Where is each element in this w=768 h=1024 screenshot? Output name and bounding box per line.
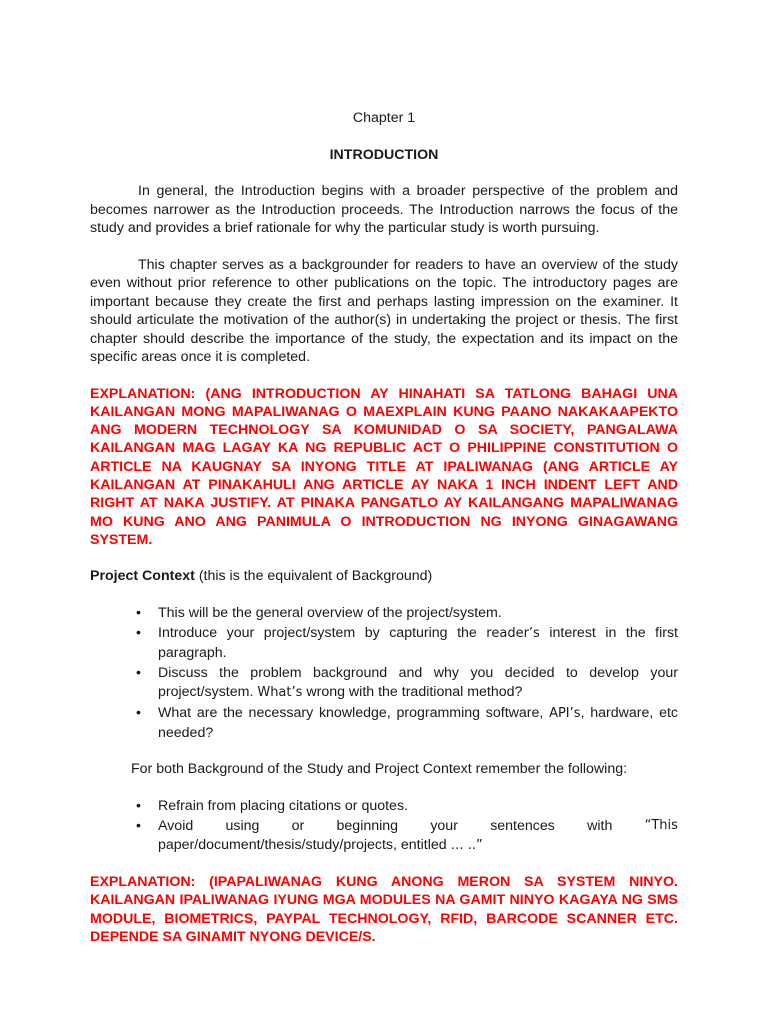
list-word: or <box>291 818 305 835</box>
chapter-label: Chapter 1 <box>352 110 416 126</box>
list-item-text: paper/document/thesis/study/projects, entitled <box>158 836 451 853</box>
list-item-text: What are the necessary knowledge, programming software, <box>158 705 550 722</box>
list-word: using <box>225 818 260 835</box>
bullet-glyph: • <box>136 665 141 682</box>
list-item-text-alt-font: API’s <box>549 706 581 722</box>
reminder-intro: For both Background of the Study and Project Context remember the following: <box>131 761 628 778</box>
list-item-text: This will be the general overview of the project/system. <box>158 604 502 621</box>
list-item-first-line <box>158 817 678 836</box>
project-context-note: (this is the equivalent of Background) <box>198 568 433 585</box>
reminder-list <box>90 797 678 856</box>
list-word: beginning <box>336 818 399 835</box>
list-item <box>136 817 678 855</box>
bullet-glyph: • <box>136 797 141 814</box>
intro-paragraph-1: In general, the Introduction begins with a broader perspective of the problem and becomes narrower as the Introduction proceeds. The Introduction narrows the focus of the study and provides a brief rationale for why the particular study is worth pursuing. <box>90 183 678 236</box>
list-item <box>136 797 678 816</box>
list-item-text: wrong with the traditional method? <box>302 683 523 700</box>
bullet-glyph: • <box>136 818 141 835</box>
bullet-glyph: • <box>136 705 141 722</box>
list-word: with <box>587 818 613 835</box>
list-item-text-alt-font: What’s <box>257 684 303 700</box>
project-context-heading <box>90 567 678 586</box>
list-item-text: , hardware, etc needed? <box>158 705 678 741</box>
project-context-title: Project Context <box>90 568 195 585</box>
section-heading: INTRODUCTION <box>329 146 439 163</box>
list-item <box>136 704 678 742</box>
intro-paragraph-2: This chapter serves as a backgrounder for readers to have an overview of the study even without prior reference to other publications on the topic. The introductory pages are important because they create the first and perhaps lasting impression on the examiner. It should articulate the motivation of the author(s) in undertaking the project or thesis. The first chapter should describe the importance of the study, the expectation and its impact on the specific areas once it is completed. <box>90 256 678 365</box>
bullet-glyph: • <box>136 604 141 621</box>
list-item <box>136 604 678 623</box>
list-item-text-alt-font: … ..” <box>450 837 483 853</box>
project-context-list <box>90 604 678 743</box>
bullet-glyph: • <box>136 625 141 642</box>
list-word: sentences <box>490 818 555 835</box>
list-word: Avoid <box>158 818 194 835</box>
list-item-text: interest in the first paragraph. <box>158 625 678 661</box>
list-item <box>136 624 678 662</box>
explanation-block-2: EXPLANATION: (IPAPALIWANAG KUNG ANONG MERON SA SYSTEM NINYO. KAILANGAN IPALIWANAG IYUNG MGA MODULES NA GAMIT NINYO KAGAYA NG SMS MODULE, BIOMETRICS, PAYPAL TECHNOLOGY, RFID, BARCODE SCANNER ETC. DEPENDE SA GINAMIT NYONG DEVICE/S. <box>90 874 678 946</box>
list-item-text: Introduce your project/system by capturing the <box>158 625 487 642</box>
list-item-text-alt-font: reader’s <box>486 626 540 642</box>
list-item-text: Refrain from placing citations or quotes. <box>158 797 408 814</box>
explanation-block-1: EXPLANATION: (ANG INTRODUCTION AY HINAHATI SA TATLONG BAHAGI UNA KAILANGAN MONG MAPALIWANAG O MAEXPLAIN KUNG PAANO NAKAKAAPEKTO ANG MODERN TECHNOLOGY SA KOMUNIDAD O SA SOCIETY, PANGALAWA KAILANGAN MAG LAGAY KA NG REPUBLIC ACT O PHILIPPINE CONSTITUTION O ARTICLE NA KAUGNAY SA INYONG TITLE AT IPALIWANAG (ANG ARTICLE AY KAILANGAN AT PINAKAHULI ANG ARTICLE AY NAKA 1 INCH INDENT LEFT AND RIGHT AT NAKA JUSTIFY. AT PINAKA PANGATLO AY KAILANGANG MAPALIWANAG MO KUNG ANO ANG PANIMULA O INTRODUCTION NG INYONG GINAGAWANG SYSTEM. <box>90 385 678 548</box>
list-word-alt-font: “This <box>644 818 678 834</box>
list-item-second-line <box>158 836 678 856</box>
list-word: your <box>430 818 458 835</box>
list-item <box>136 664 678 702</box>
list-item-text: Discuss the problem background and why you decided to develop your project/system. <box>158 665 678 700</box>
